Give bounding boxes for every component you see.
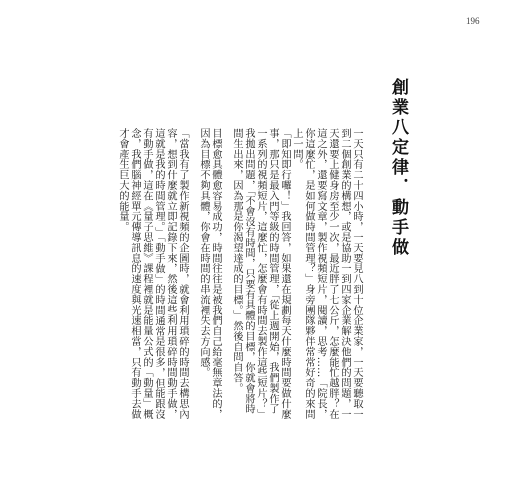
paragraph-3: 目標愈具體愈容易成功，時間往往是被我們自己給毫無章法的，因為目標不夠具體，你會在時間的串流裡失去方向感。 <box>198 128 221 420</box>
paragraph-4: 「當我有了製作新視頻的企圖時，就會利用瑣碎的時間去構思內容，想到什麼就立即記錄下來，然後這些利用瑣碎時間動手做，這就是我的時間管理。」「動手做」的時間通常是很多，但能跟沒有動手做，這在《量子思維》課程裡就是能量公式的「動量」概念，我們腦神經單元傳導訊息的速度與光速相當，只有動手去做才會產生巨大的能量。 <box>117 128 188 420</box>
paragraph-2: 「即知即行囉！」我回答，如果還在規劃每天什麼時間要做什麼事，那只是最入門等級的時間管理，「從上週開始，我們製作了一系列的視頻短片，這麼忙，怎麼會有時間去製作這些短片？」我拋出問題，「不會沒有時間，只要有具體的目標，你就會將時間生出來，因為那是你渴望達成的目標。」然後自問自答。 <box>231 128 290 420</box>
paragraph-1: 一天只有二十四小時，一天要見八到十位企業家，一天要聽取一到二個創業的構想，或是協助一到四家企業解決他們的問題，一天還要上健身房至少一次，最近胖了七公斤，怎麼能忙越胖？在這之外，還要寫文章，製作視頻短片，閱讀，思考……「院長，你這麼忙，是如何做時間管理？」身旁團隊夥伴常常好奇的來問上一問。 <box>291 128 362 420</box>
body-text <box>107 128 362 420</box>
chapter-title: 創業八定律．動手做 <box>388 78 408 258</box>
page-number: 196 <box>466 16 480 26</box>
